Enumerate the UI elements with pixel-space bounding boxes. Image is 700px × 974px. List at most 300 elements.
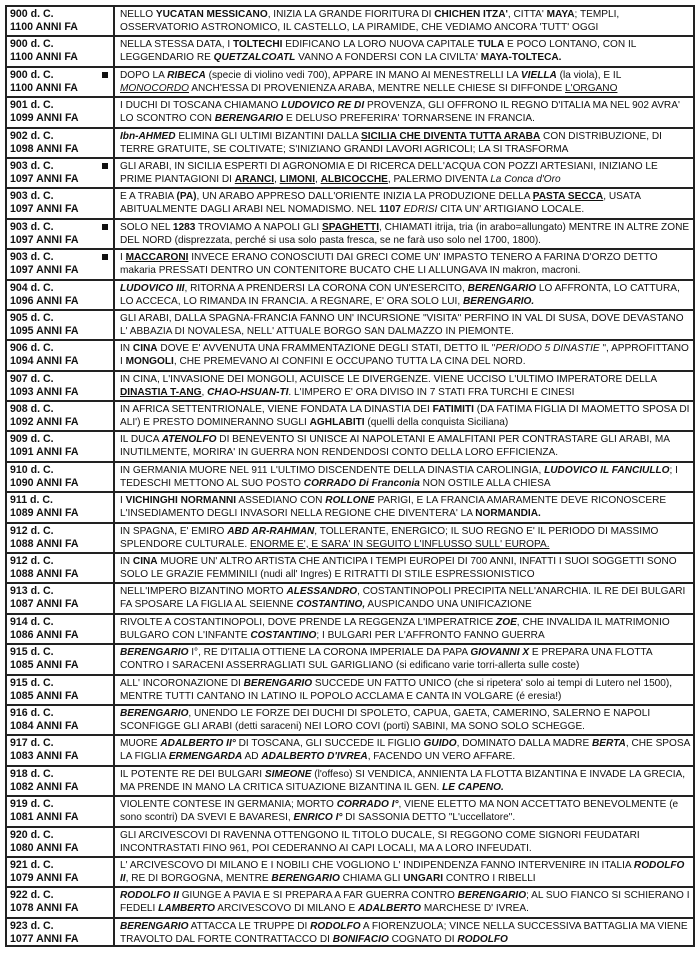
event-text — [115, 281, 695, 309]
text-segment: PERIODO 5 DINASTIE — [495, 343, 600, 355]
text-segment: COSTANTINO, — [296, 599, 366, 611]
text-segment: (l'offeso) SI VENDICA, ANNIENTA LA FLOTTA BIZANTINA E INVADE LA GRECIA, MA PRENDE IN MANO LA CRITICA SITUAZIONE BIZANTINA IL GEN. — [120, 768, 688, 793]
text-segment: E A TRABIA — [120, 191, 177, 203]
years-ago: 1078 ANNI FA — [10, 902, 79, 915]
years-ago: 1083 ANNI FA — [10, 750, 79, 763]
square-bullet-icon — [102, 254, 108, 260]
year-ad: 915 d. C. — [10, 646, 54, 659]
table-row — [5, 491, 695, 521]
text-segment: BERENGARIO — [214, 113, 284, 125]
text-segment: , TOLLERANTE, ENERGICO; IL SUO REGNO E' IL PERIODO DI MASSIMO SPLENDORE CULTURALE. — [120, 525, 662, 550]
event-text — [115, 463, 695, 491]
text-segment: VICHINGHI NORMANNI — [125, 495, 237, 507]
text-segment: ZOE — [496, 616, 517, 628]
text-segment: VANNO A FONDERSI CON LA CIVILTA' — [295, 52, 481, 64]
text-segment: (DA FATIMA FIGLIA DI MAOMETTO SPOSA DI ALI') E PRESTO DOMINERANNO SUGLI — [120, 404, 692, 429]
text-segment: , RE DI BORGOGNA, MENTRE — [125, 872, 272, 884]
text-segment: NELL'IMPERO BIZANTINO MORTO — [120, 586, 287, 598]
text-segment: BERENGARIO — [271, 872, 340, 884]
year-ad: 911 d. C. — [10, 494, 53, 507]
event-text — [115, 7, 695, 35]
year-ad: 908 d. C. — [10, 403, 54, 416]
table-row — [5, 643, 695, 673]
text-segment: PROVENZA, GLI OFFRONO IL REGNO D'ITALIA MA NEL 902 AVRA' LO SCONTRO CON — [120, 100, 683, 125]
table-row — [5, 127, 695, 157]
year-ad: 902 d. C. — [10, 129, 54, 142]
event-text — [115, 250, 695, 278]
text-segment: ROLLONE — [325, 495, 375, 507]
table-row — [5, 66, 695, 96]
text-segment: CINA — [132, 343, 158, 355]
text-segment: , — [315, 173, 321, 185]
text-segment: BERTA — [592, 738, 626, 750]
text-segment: DOPO LA — [120, 69, 168, 81]
text-segment: SPAGHETTI — [321, 221, 379, 233]
text-segment: IN — [120, 556, 133, 568]
text-segment: INVECE ERANO CONOSCIUTI DAI GRECI COME UN' IMPASTO TENERO A FARINA D'ORZO DETTO makaria PRESSATI DENTRO UN CONTENITORE BUCATO CHE LI ALLUNGAVA IN makron, macroni. — [120, 252, 661, 277]
text-segment: VIELLA — [520, 69, 557, 81]
text-segment: MONGOLI — [125, 356, 174, 368]
text-segment: RODOLFO II — [120, 890, 179, 902]
text-segment: CONTRO I RIBELLI — [443, 872, 536, 884]
text-segment: LUDOVICO IL FANCIULLO — [544, 464, 670, 476]
years-ago: 1097 ANNI FA — [10, 233, 79, 246]
text-segment: DINASTIA T-ANG — [120, 386, 202, 398]
year-ad: 901 d. C. — [10, 99, 54, 112]
text-segment: E POCO LONTANO, CON IL LEGGENDARIO RE — [120, 39, 639, 64]
text-segment: , DOMINATO DALLA MADRE — [456, 738, 592, 750]
table-row — [5, 856, 695, 886]
event-text — [115, 524, 695, 552]
years-ago: 1099 ANNI FA — [10, 112, 79, 125]
years-ago: 1100 ANNI FA — [10, 21, 78, 33]
date-cell — [5, 159, 115, 187]
years-ago: 1090 ANNI FA — [10, 476, 79, 489]
text-segment: CHAO-HSUAN-TI — [207, 386, 289, 398]
event-text — [115, 676, 695, 704]
text-segment: NELLO — [120, 9, 156, 20]
years-ago: 1080 ANNI FA — [10, 841, 79, 854]
date-cell — [5, 98, 115, 126]
date-cell — [5, 189, 115, 217]
text-segment: LE CAPENO. — [442, 781, 504, 793]
event-text — [115, 98, 695, 126]
text-segment: SICILIA — [361, 130, 397, 142]
text-segment: ALBICOCCHE — [320, 173, 388, 185]
text-segment: SIMEONE — [264, 768, 312, 780]
text-segment: DOVE E' AVVENUTA UNA FRAMMENTAZIONE DEGLI STATI, DETTO IL " — [157, 343, 496, 355]
table-row — [5, 461, 695, 491]
text-segment: DI BENEVENTO SI UNISCE AI NAPOLETANI E AMALFITANI PER CONTRASTARE GLI ARABI, MA INUTILMENTE, MORIRA' IN GUERRA NON RENDENDOSI CONTO DELLA LORO EFFICIENZA. — [120, 434, 673, 459]
text-segment: ENORME E', E SARA' IN SEGUITO L'INFLUSSO SULL' EUROPA. — [249, 538, 550, 550]
date-cell — [5, 767, 115, 795]
text-segment: TULA — [477, 39, 505, 51]
text-segment: ANCH'ESSA DI PROVENIENZA ARABA, MENTRE NELLE CHIESE SI DIFFONDE — [188, 82, 566, 94]
year-ad: 914 d. C. — [10, 615, 54, 628]
table-row — [5, 765, 695, 795]
text-segment: AUSPICANDO UNA UNIFICAZIONE — [365, 599, 532, 611]
text-segment: , RITORNA A PRENDERSI LA CORONA CON UN'ESERCITO, — [184, 282, 468, 294]
text-segment: TOLTECHI — [232, 39, 283, 51]
years-ago: 1088 ANNI FA — [10, 568, 79, 581]
text-segment: BERENGARIO. — [462, 295, 535, 307]
text-segment: ARCIVESCOVO DI MILANO E — [214, 903, 359, 915]
text-segment: LIMONI — [279, 173, 315, 185]
text-segment: I — [120, 495, 126, 507]
date-cell — [5, 676, 115, 704]
date-cell — [5, 524, 115, 552]
text-segment: MONOCORDO — [120, 82, 189, 94]
year-ad: 922 d. C. — [10, 889, 54, 902]
table-row — [5, 826, 695, 856]
text-segment: BERENGARIO — [120, 707, 189, 719]
text-segment: ASSEDIANO CON — [236, 495, 326, 507]
table-row — [5, 96, 695, 126]
text-segment: E PREPARA UNA FLOTTA CONTRO I SARACENI ASSERRAGLIATI SUL GARIGLIANO (si edificano varie torri-allerta sulle coste) — [120, 647, 655, 672]
text-segment: ", APPROFITTANO I — [120, 343, 692, 368]
text-segment: LAMBERTO — [158, 903, 215, 915]
event-text — [115, 584, 695, 612]
text-segment: (la viola), E IL — [556, 69, 624, 81]
event-text — [115, 767, 695, 795]
text-segment: BERENGARIO — [457, 890, 527, 902]
text-segment: ATENOLFO — [161, 434, 217, 446]
text-segment: IN GERMANIA MUORE NEL 911 L'ULTIMO DISCENDENTE DELLA DINASTIA CAROLINGIA, — [120, 464, 545, 476]
date-cell — [5, 341, 115, 369]
text-segment: IN — [120, 343, 133, 355]
event-text — [115, 159, 695, 187]
text-segment: ; I BULGARI PER L'AFFRONTO FANNO GUERRA — [316, 629, 545, 641]
text-segment: , FACENDO UN VERO AFFARE. — [367, 751, 516, 763]
years-ago: 1084 ANNI FA — [10, 719, 79, 732]
years-ago: 1095 ANNI FA — [10, 324, 79, 337]
text-segment: ; I TEDESCHI METTONO AL SUO POSTO — [120, 464, 681, 489]
date-cell — [5, 645, 115, 673]
text-segment: ; TEMPLI, OSSERVATORIO ASTRONOMICO, IL CASTELLO, LA PIRAMIDE, CHE VEDIAMO ANCORA 'TUTT' OGGI — [120, 9, 623, 33]
date-cell — [5, 402, 115, 430]
text-segment: , CHE PREMEVANO AI CONFINI E OCCUPANO TUTTA LA CINA DEL NORD. — [173, 356, 526, 368]
text-segment: CITA UN' ARTIGIANO LOCALE. — [437, 204, 585, 216]
text-segment: NORMANDIA. — [475, 508, 541, 520]
text-segment: CON DISTRIBUZIONE, DI TERRE GRATUITE, SE COLTIVATE; S'INIZIANO GRANDI LAVORI AGRICOLI; LA SI TRASFORMA — [120, 130, 665, 155]
year-ad: 905 d. C. — [10, 311, 54, 324]
year-ad: 917 d. C. — [10, 737, 54, 750]
table-row — [5, 279, 695, 309]
text-segment: , COSTANTINOPOLI PRECIPITA NELL'ANARCHIA. IL RE DEI BULGARI FA SPOSARE LA FIGLIA AL SEIENNE — [120, 586, 689, 611]
text-segment: ERMENGARDA — [168, 751, 243, 763]
event-text — [115, 37, 695, 65]
text-segment: 1283 — [172, 221, 196, 233]
text-segment: ADALBERTO D'IVREA — [261, 751, 368, 763]
date-cell — [5, 615, 115, 643]
square-bullet-icon — [102, 72, 108, 78]
text-segment: ALL' INCORONAZIONE DI — [120, 677, 244, 689]
text-segment: FATIMITI — [432, 404, 474, 416]
text-segment: MARCHESE D' IVREA. — [421, 903, 529, 915]
years-ago: 1081 ANNI FA — [10, 811, 79, 824]
text-segment: MUORE UN' ALTRO ARTISTA CHE ANTICIPA I TEMPI EUROPEI DI 700 ANNI, INFATTI I SUOI SOGGETTI SONO SOLO LE GRAZIE FEMMINILI (nudi all' Ingres) E RITRATTI DI STILE ESPRESSIONISTICO — [120, 556, 680, 581]
text-segment: BONIFACIO — [332, 933, 389, 945]
text-segment: ; AL SUO FIANCO SI SCHIERANO I FEDELI — [120, 890, 693, 915]
text-segment: COSTANTINO — [250, 629, 317, 641]
text-segment: CORRADO Di Franconia — [303, 477, 420, 489]
text-segment: BERENGARIO — [467, 282, 537, 294]
year-ad: 919 d. C. — [10, 798, 54, 811]
text-segment: , — [201, 386, 208, 398]
text-segment: ENRICO I° — [293, 812, 343, 824]
text-segment: , USATA ABITUALMENTE DAGLI ARABI NEL NOMADISMO. NEL — [120, 191, 643, 216]
year-ad: 900 d. C. — [10, 38, 54, 51]
date-cell — [5, 919, 115, 945]
text-segment: GIUNGE A PAVIA E SI PREPARA A FAR GUERRA CONTRO — [178, 890, 458, 902]
years-ago: 1088 ANNI FA — [10, 537, 79, 550]
text-segment: I°, RE D'ITALIA OTTIENE LA CORONA IMPERIALE DA PAPA — [188, 647, 471, 659]
years-ago: 1087 ANNI FA — [10, 598, 79, 611]
text-segment: Ibn-AHMED — [120, 130, 176, 142]
text-segment: UCCISO L'ULTIMO IMPERATORE DELLA — [466, 373, 660, 385]
text-segment: , CHE INVALIDA IL MATRIMONIO BULGARO CON L'INFANTE — [120, 616, 673, 641]
text-segment: RIVOLTE A COSTANTINOPOLI, DOVE PRENDE LA REGGENZA L'IMPERATRICE — [120, 616, 497, 628]
year-ad: 903 d. C. — [10, 159, 54, 172]
date-cell — [5, 888, 115, 916]
event-text — [115, 68, 695, 96]
text-segment: , VIENE ELETTO MA NON ACCETTATO BENEVOLMENTE (e sono scontri) DA SVEVI E BAVARESI, — [120, 799, 681, 824]
text-segment: ABD AR-RAHMAN — [227, 525, 315, 537]
years-ago: 1097 ANNI FA — [10, 172, 79, 185]
text-segment: NON OSTILE ALLA CHIESA — [419, 477, 551, 489]
event-text — [115, 828, 695, 856]
text-segment: L' ARCIVESCOVO DI MILANO E I NOBILI CHE VOGLIONO L' INDIPENDENZA FANNO INTERVENIRE IN ITALIA — [120, 859, 634, 871]
text-segment: , UN ARABO APPRESO DALL'ORIENTE INIZIA LA PRODUZIONE DELLA — [196, 191, 533, 203]
years-ago: 1091 ANNI FA — [10, 446, 79, 459]
text-segment: . L'IMPERO E' ORA DIVISO IN 7 STATI FRA TURCHI E CINESI — [288, 386, 575, 398]
years-ago: 1079 ANNI FA — [10, 871, 79, 884]
text-segment: COGNATO DI — [388, 933, 458, 945]
text-segment: IL DUCA — [120, 434, 162, 446]
text-segment: PASTA SECCA — [532, 191, 604, 203]
year-ad: 904 d. C. — [10, 281, 54, 294]
year-ad: 912 d. C. — [10, 555, 54, 568]
text-segment: AGHLABITI — [309, 417, 365, 429]
text-segment: L'ORGANO — [565, 82, 618, 94]
text-segment: GLI ARABI, DALLA SPAGNA-FRANCIA FANNO UN' INCURSIONE "VISITA" PERFINO IN VAL DI SUSA, DOVE DEVASTANO L' ABBAZIA DI NOVALESA, NELL' ATTUALE BORGO SAN DALMAZZO IN PIEMONTE. — [120, 312, 687, 337]
text-segment: , CITTA' — [507, 9, 547, 20]
event-text — [115, 372, 695, 400]
square-bullet-icon — [102, 224, 108, 230]
date-cell — [5, 7, 115, 35]
table-row — [5, 5, 695, 35]
table-row — [5, 582, 695, 612]
table-row — [5, 430, 695, 460]
text-segment: SOLO NEL — [120, 221, 173, 233]
table-row — [5, 339, 695, 369]
text-segment: QUETZALCOATL — [213, 52, 296, 64]
text-segment: MUORE — [120, 738, 161, 750]
date-cell — [5, 372, 115, 400]
year-ad: 900 d. C. — [10, 68, 54, 81]
years-ago: 1082 ANNI FA — [10, 780, 79, 793]
text-segment: GIOVANNI X — [470, 647, 530, 659]
text-segment: BERENGARIO — [120, 647, 189, 659]
text-segment: LUDOVICO RE DI — [281, 100, 365, 112]
text-segment: MAYA-TOLTECA. — [480, 52, 562, 64]
text-segment: UNGARI — [403, 872, 444, 884]
year-ad: 909 d. C. — [10, 433, 54, 446]
year-ad: 912 d. C. — [10, 524, 54, 537]
text-segment: EDRISI — [403, 204, 438, 216]
text-segment: PARIGI, E LA FRANCIA AMARAMENTE DEVE RICONOSCERE L'INSEDIAMENTO DEGLI INVASORI NELLA REGIONE CHE DIVENTERA' LA — [120, 495, 669, 520]
chronology-table — [5, 5, 695, 947]
years-ago: 1085 ANNI FA — [10, 659, 79, 672]
table-row — [5, 552, 695, 582]
year-ad: 900 d. C. — [10, 8, 54, 20]
event-text — [115, 311, 695, 339]
text-segment: (specie di violino vedi 700), APPARE IN MANO AI MENESTRELLI LA — [205, 69, 521, 81]
table-row — [5, 187, 695, 217]
text-segment: , CHE SPOSA LA FIGLIA — [120, 738, 693, 763]
table-row — [5, 35, 695, 65]
years-ago: 1100 ANNI FA — [10, 51, 78, 64]
year-ad: 920 d. C. — [10, 828, 54, 841]
text-segment: TROVIAMO A NAPOLI GLI — [195, 221, 322, 233]
date-cell — [5, 736, 115, 764]
year-ad: 906 d. C. — [10, 342, 54, 355]
event-text — [115, 129, 695, 157]
text-segment: CHIAMA GLI — [339, 872, 404, 884]
text-segment: BERENGARIO — [243, 677, 313, 689]
text-segment: SUCCEDE UN FATTO UNICO (che si ripetera' solo ai tempi di Lutero nel 1500), MENTRE TUTTI CANTANO IN LATINO IL POPOLO ACCLAMA E CANTA IN VOLGARE (é eresia!) — [120, 677, 675, 702]
text-segment: MACCARONI — [125, 252, 189, 264]
event-text — [115, 797, 695, 825]
text-segment: BERENGARIO — [120, 920, 189, 932]
years-ago: 1097 ANNI FA — [10, 264, 79, 277]
table-row — [5, 309, 695, 339]
table-row — [5, 218, 695, 248]
text-segment: 1107 — [378, 204, 401, 216]
event-text — [115, 341, 695, 369]
text-segment: NELLA STESSA DATA, I — [120, 39, 233, 51]
text-segment: RODOLFO — [457, 933, 508, 945]
text-segment: IL POTENTE RE DEI BULGARI — [120, 768, 265, 780]
years-ago: 1086 ANNI FA — [10, 628, 79, 641]
date-cell — [5, 463, 115, 491]
event-text — [115, 554, 695, 582]
year-ad: 903 d. C. — [10, 251, 54, 264]
year-ad: 910 d. C. — [10, 463, 54, 476]
text-segment: GLI ARCIVESCOVI DI RAVENNA OTTENGONO IL TITOLO DUCALE, SI REGGONO COME SIGNORI FEUDATARI INCONTRASTATI FINO 961, POI CEDERANNO AI CAPI LOCALI, MA A LORO INFEUDATI. — [120, 829, 643, 854]
text-segment: DI TOSCANA, GLI SUCCEDE IL FIGLIO — [235, 738, 424, 750]
text-segment: E DELUSO PREFERIRA' TORNARSENE IN FRANCIA. — [283, 113, 535, 125]
years-ago: 1077 ANNI FA — [10, 932, 79, 945]
year-ad: 903 d. C. — [10, 190, 54, 203]
years-ago: 1085 ANNI FA — [10, 689, 79, 702]
text-segment: I DUCHI DI TOSCANA CHIAMANO — [120, 100, 282, 112]
table-row — [5, 734, 695, 764]
text-segment: LUDOVICO III — [120, 282, 185, 294]
date-cell — [5, 858, 115, 886]
date-cell — [5, 37, 115, 65]
table-row — [5, 795, 695, 825]
text-segment: IN AFRICA SETTENTRIONALE, VIENE FONDATA LA DINASTIA DEI — [120, 404, 433, 416]
date-cell — [5, 220, 115, 248]
years-ago: 1093 ANNI FA — [10, 385, 79, 398]
text-segment: ELIMINA GLI ULTIMI BIZANTINI DALLA — [175, 130, 361, 142]
date-cell — [5, 493, 115, 521]
text-segment: GUIDO — [423, 738, 457, 750]
table-row — [5, 886, 695, 916]
event-text — [115, 493, 695, 521]
table-row — [5, 248, 695, 278]
text-segment: YUCATAN MESSICANO — [155, 9, 268, 20]
text-segment: ADALBERTO II° — [160, 738, 236, 750]
text-segment: , UNENDO LE FORZE DEI DUCHI DI SPOLETO, CAPUA, GAETA, CAMERINO, SALERNO E NAPOLI SCONFIGGE GLI ARABI (detti saraceni) NEI LORO COVI (porti) SABINI, MA SONO SOLO SCHEGGE. — [120, 707, 654, 732]
year-ad: 918 d. C. — [10, 767, 54, 780]
text-segment: ATTACCA LE TRUPPE DI — [188, 920, 311, 932]
year-ad: 913 d. C. — [10, 585, 54, 598]
date-cell — [5, 250, 115, 278]
date-cell — [5, 584, 115, 612]
event-text — [115, 706, 695, 734]
text-segment: ADALBERTO — [358, 903, 422, 915]
year-ad: 923 d. C. — [10, 919, 54, 932]
text-segment: CINA — [132, 556, 158, 568]
years-ago: 1100 ANNI FA — [10, 81, 78, 94]
years-ago: 1096 ANNI FA — [10, 294, 79, 307]
years-ago: 1097 ANNI FA — [10, 203, 79, 216]
table-row — [5, 400, 695, 430]
year-ad: 903 d. C. — [10, 220, 54, 233]
text-segment: RODOLFO — [310, 920, 361, 932]
date-cell — [5, 311, 115, 339]
text-segment: EDIFICANO LA LORO NUOVA CAPITALE — [282, 39, 478, 51]
text-segment: IN SPAGNA, E' EMIRO — [120, 525, 228, 537]
event-text — [115, 858, 695, 886]
date-cell — [5, 554, 115, 582]
years-ago: 1089 ANNI FA — [10, 507, 79, 520]
table-row — [5, 674, 695, 704]
table-row — [5, 522, 695, 552]
event-text — [115, 736, 695, 764]
text-segment: , PALERMO DIVENTA — [387, 173, 491, 185]
text-segment: CHE DIVENTA TUTTA ARABA — [396, 130, 541, 142]
table-row — [5, 157, 695, 187]
text-segment: , CHIAMATI itrija, tria (in arabo=allungato) MENTRE IN ALTRE ZONE DEL NORD (disprezzata, perché si usa solo pasta fresca, se ne farà uso solo nel 1700, 1800). — [120, 221, 692, 246]
text-segment: DI SASSONIA DETTO "L'uccellatore". — [342, 812, 516, 824]
text-segment: , — [274, 173, 280, 185]
text-segment: (PA) — [176, 191, 197, 203]
date-cell — [5, 706, 115, 734]
text-segment: ALESSANDRO — [286, 586, 358, 598]
text-segment: RODOLFO II — [120, 859, 688, 884]
date-cell — [5, 68, 115, 96]
text-segment: LO AFFRONTA, LO CATTURA, LO ACCECA, LO RIMANDA IN FRANCIA. A REGNARE, E' ORA SOLO LUI, — [120, 282, 683, 307]
event-text — [115, 432, 695, 460]
years-ago: 1094 ANNI FA — [10, 355, 79, 368]
event-text — [115, 615, 695, 643]
event-text — [115, 888, 695, 916]
event-text — [115, 189, 695, 217]
text-segment: I — [120, 252, 126, 264]
event-text — [115, 919, 695, 945]
text-segment: GLI ARABI, IN SICILIA ESPERTI DI AGRONOMIA E DI RICERCA DELL'ACQUA CON POZZI ARTESIANI, INIZIANO LE PRIME PIANTAGIONI DI — [120, 160, 661, 185]
date-cell — [5, 281, 115, 309]
text-segment: CHICHEN ITZA' — [434, 9, 508, 20]
text-segment: VIOLENTE CONTESE IN GERMANIA; MORTO — [120, 799, 337, 811]
text-segment: CORRADO I° — [336, 799, 399, 811]
event-text — [115, 645, 695, 673]
text-segment: A FIORENZUOLA; VINCE NELLA SUCCESSIVA BATTAGLIA MA VIENE TRAVOLTO DAL FORTE CONTRATTACCO DI — [120, 920, 691, 945]
year-ad: 915 d. C. — [10, 676, 54, 689]
